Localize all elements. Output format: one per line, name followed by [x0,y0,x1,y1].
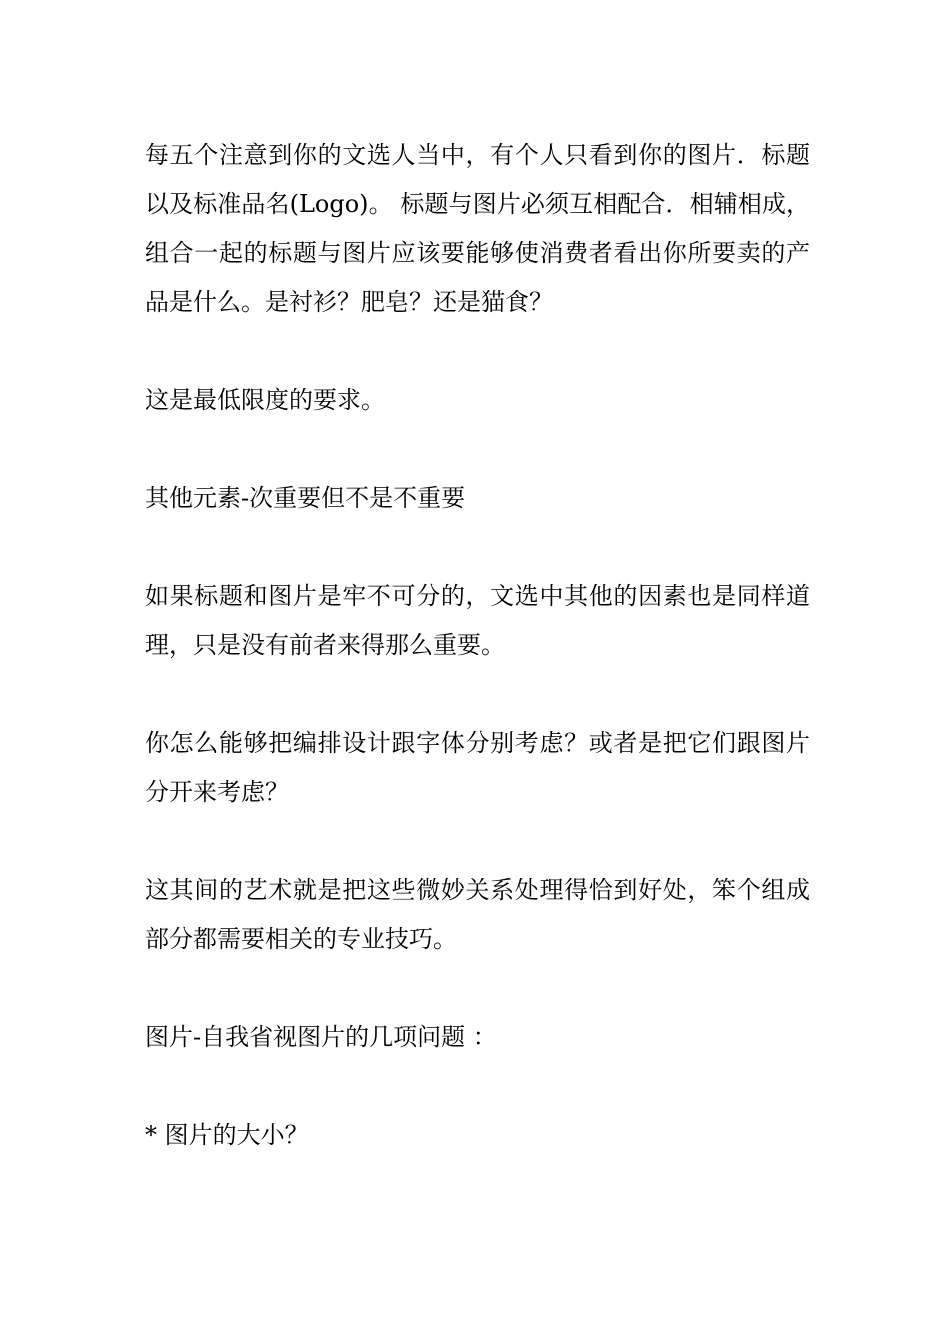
paragraph-4: 你怎么能够把编排设计跟字体分别考虑？或者是把它们跟图片分开来考虑？ [145,729,810,806]
document-body [145,131,810,1160]
paragraph-5: 这其间的艺术就是把这些微妙关系处理得恰到好处，笨个组成部分都需要相关的专业技巧。 [145,876,810,953]
section-heading-pictures: 图片-自我省视图片的几项问题 ： [145,1023,497,1051]
paragraph-1: 每五个注意到你的文选人当中，有个人只看到你的图片．标题以及标准品名(Logo)。 标题与图片必须互相配合．相辅相成，组合一起的标题与图片应该要能够使消费者看出你所要卖的产品是什么。是衬衫？肥皂？还是猫食？ [145,141,810,316]
section-heading-other-elements: 其他元素-次重要但不是不重要 [145,484,466,512]
paragraph-2: 这是最低限度的要求。 [145,386,385,414]
paragraph-3: 如果标题和图片是牢不可分的，文选中其他的因素也是同样道理，只是没有前者来得那么重要。 [145,582,810,659]
list-item-picture-size: * 图片的大小？ [145,1121,309,1149]
